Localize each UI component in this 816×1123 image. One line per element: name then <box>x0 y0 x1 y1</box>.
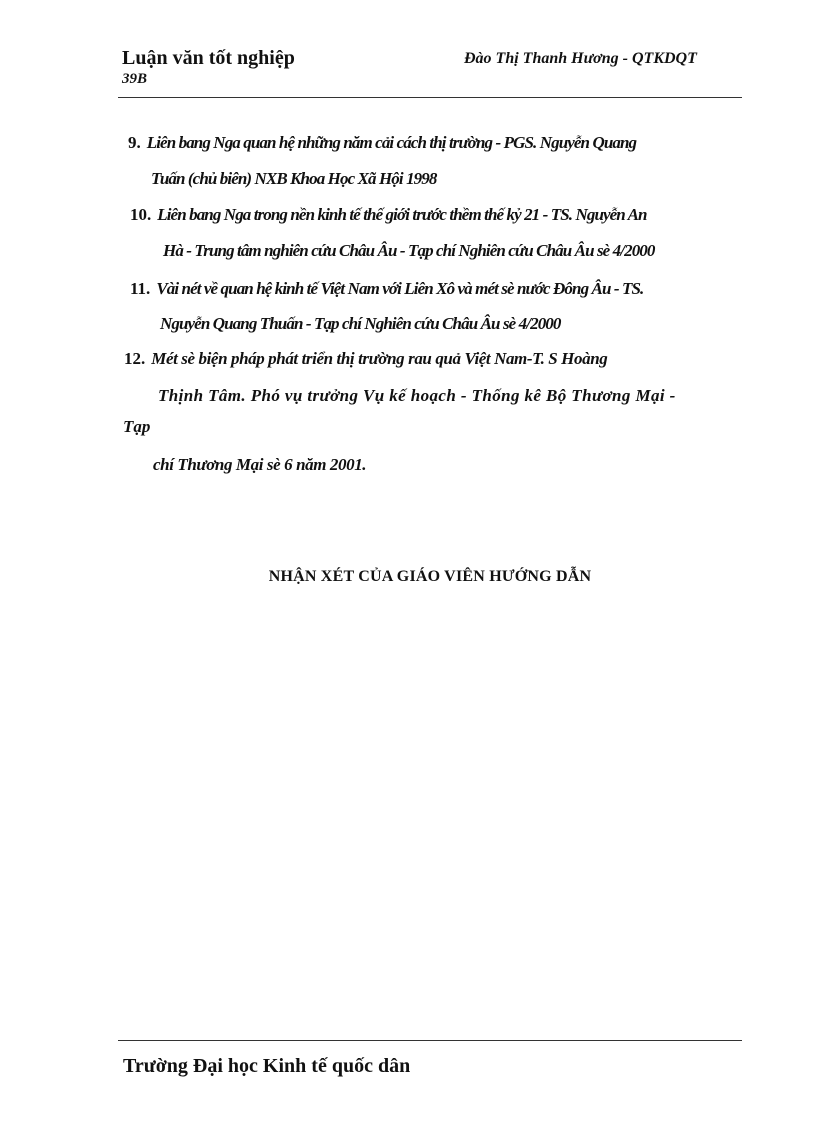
school-name: Trường Đại học Kinh tế quốc dân <box>123 1055 411 1077</box>
reference-line: 9. Liên bang Nga quan hệ những năm cải cách thị trường - PGS. Nguyễn Quang <box>128 133 637 152</box>
reference-line: Thịnh Tâm. Phó vụ trưởng Vụ kế hoạch - Thống kê Bộ Thương Mại - <box>158 386 676 405</box>
reference-line: Hà - Trung tâm nghiên cứu Châu Âu - Tạp chí Nghiên cứu Châu Âu sè 4/2000 <box>163 241 655 260</box>
reference-line: Nguyễn Quang Thuấn - Tạp chí Nghiên cứu Châu Âu sè 4/2000 <box>160 314 561 333</box>
thesis-title: Luận văn tốt nghiệp <box>122 47 295 69</box>
author-name: Đào Thị Thanh Hương - QTKDQT <box>464 50 697 67</box>
reference-line: chí Thương Mại sè 6 năm 2001. <box>153 455 367 474</box>
reference-line: 12. Mét sè biện pháp phát triển thị trường rau quả Việt Nam-T. S Hoàng <box>124 349 608 368</box>
reference-line: Tạp <box>123 417 151 436</box>
class-code: 39B <box>122 71 148 87</box>
header-divider <box>118 97 742 98</box>
reference-line: 11. Vài nét về quan hệ kinh tế Việt Nam với Liên Xô và mét sè nước Đông Âu - TS. <box>130 279 644 298</box>
section-heading: NHẬN XÉT CỦA GIÁO VIÊN HƯỚNG DẪN <box>268 568 592 585</box>
footer-divider <box>118 1040 742 1041</box>
header-left <box>122 46 295 88</box>
reference-line: Tuấn (chủ biên) NXB Khoa Học Xã Hội 1998 <box>151 169 437 188</box>
reference-line: 10. Liên bang Nga trong nền kinh tế thế giới trước thềm thế kỷ 21 - TS. Nguyễn An <box>130 205 647 224</box>
